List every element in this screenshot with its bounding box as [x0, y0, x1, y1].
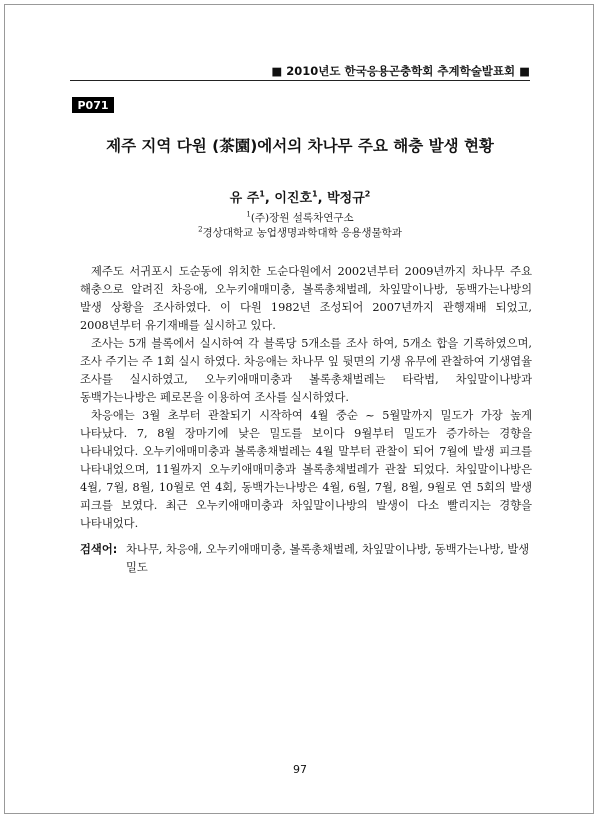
affiliation-text: (주)장원 설록차연구소 — [250, 212, 354, 224]
affiliation — [0, 210, 600, 225]
keywords-text: 차나무, 차응애, 오누키애매미충, 볼록총채벌레, 차잎말이나방, 동백가는나방, 발생밀도 — [126, 543, 530, 574]
header-rule — [70, 80, 530, 81]
author-sup: 1 — [312, 189, 318, 199]
abstract-paragraph: 차응애는 3월 초부터 관찰되기 시작하여 4월 중순 ~ 5월말까지 밀도가 가장 높게 나타났다. 7, 8월 장마기에 낮은 밀도를 보이다 9월부터 밀도가 증가하는 경향을 나타내었다. 오누키애매미충과 볼록총채벌레는 4월 말부터 관찰이 되어 7월에 발생 피크를 나타내었으며, 11월까지 오누키애매미충과 볼록총채벌레가 관찰 되었다. 차잎말이나방은 4월, 7월, 8월, 10월로 연 4회, 동백가는나방은 4월, 6월, 7월, 8월, 9월로 연 5회의 발생 피크를 보였다. 최근 오누키애매미충과 차잎말이나방의 발생이 다소 빨리지는 경향을 나타내었다. — [80, 409, 532, 530]
affiliation-sup: 1 — [246, 210, 251, 219]
author-name: 유 주 — [229, 191, 260, 206]
affiliation-text: 경상대학교 농업생명과학대학 응용생물학과 — [202, 227, 402, 239]
page-number: 97 — [293, 763, 307, 776]
author-name: 이진호 — [274, 191, 313, 206]
affiliation — [0, 225, 600, 240]
author-sup: 2 — [364, 189, 371, 199]
author-name: 박정규 — [327, 191, 365, 206]
paper-title: 제주 지역 다원 (茶園)에서의 차나무 주요 해충 발생 현황 — [106, 137, 494, 155]
author-list: 유 주$^1$, 이진호$^1$, 박정규$^2$ — [229, 189, 371, 206]
abstract-paragraph: 제주도 서귀포시 도순동에 위치한 도순다원에서 2002년부터 2009년까지 차나무 주요 해충으로 알려진 차응애, 오누키애매미충, 볼록총채벌레, 차잎말이나방, 동백가는나방의 발생 상황을 조사하였다. 이 다원 1982년 조성되어 2007년까지 관행재배 되었고, 2008년부터 유기재배를 실시하고 있다. — [80, 265, 532, 332]
abstract-body — [80, 263, 532, 533]
affiliation-sup: 2 — [198, 225, 203, 234]
poster-id-badge: P071 — [72, 97, 114, 113]
abstract-paragraph: 조사는 5개 블록에서 실시하여 각 블록당 5개소를 조사 하여, 5개소 합을 기록하였으며, 조사 주기는 주 1회 실시 하였다. 차응애는 차나무 잎 뒷면의 기생 유무에 관찰하여 기생엽율 조사를 실시하였고, 오누키애매미충과 볼록총채벌레는 타락법, 차잎말이나방과 동백가는나방은 페로몬을 이용하여 조사를 실시하였다. — [80, 337, 532, 404]
author-sup: 1 — [259, 189, 265, 199]
conference-header: ■ 2010년도 한국응용곤충학회 추계학술발표회 ■ — [271, 64, 530, 78]
keywords-label: 검색어: — [80, 543, 118, 556]
keywords — [80, 541, 532, 577]
